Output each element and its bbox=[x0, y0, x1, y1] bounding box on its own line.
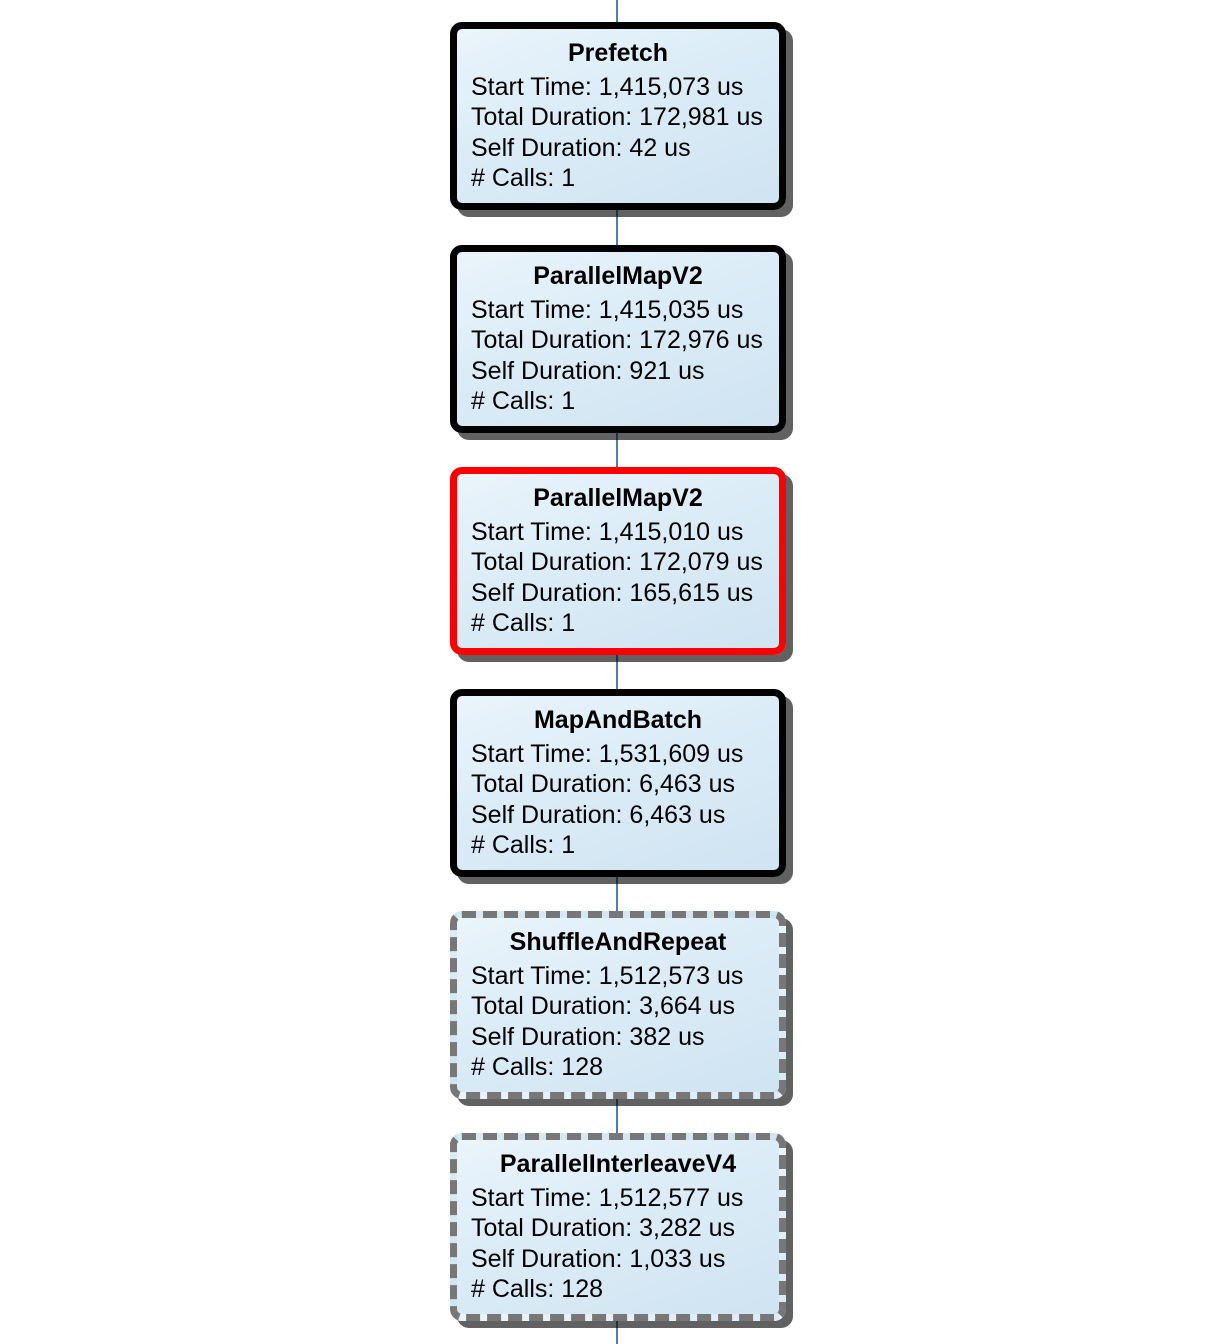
node-title: Prefetch bbox=[567, 39, 669, 67]
node-stat-line: Self Duration: 6,463 us bbox=[471, 800, 726, 829]
node-mapandbatch[interactable] bbox=[450, 689, 786, 877]
node-stat-line: Start Time: 1,512,577 us bbox=[471, 1183, 744, 1212]
node-title: ParallelMapV2 bbox=[533, 262, 703, 290]
node-stat-line: # Calls: 1 bbox=[471, 831, 576, 859]
node-stat-line: Start Time: 1,415,073 us bbox=[471, 72, 744, 101]
node-stat-line: Total Duration: 3,282 us bbox=[471, 1214, 736, 1242]
node-parallelmapv2-selected[interactable] bbox=[450, 467, 786, 655]
node-stat-line: Self Duration: 921 us bbox=[471, 356, 705, 385]
node-title: MapAndBatch bbox=[533, 706, 703, 734]
node-stat-line: Self Duration: 1,033 us bbox=[471, 1244, 726, 1273]
node-parallelinterleavev4[interactable] bbox=[450, 1133, 786, 1321]
node-stat-line: Total Duration: 172,079 us bbox=[471, 548, 763, 576]
node-stat-line: Self Duration: 382 us bbox=[471, 1022, 705, 1051]
node-prefetch[interactable] bbox=[450, 22, 786, 210]
node-stat-line: # Calls: 128 bbox=[471, 1053, 604, 1081]
node-shuffleandrepeat[interactable] bbox=[450, 911, 786, 1099]
node-stat-line: Self Duration: 42 us bbox=[471, 133, 691, 162]
node-stat-line: # Calls: 128 bbox=[471, 1275, 604, 1303]
node-stat-line: Start Time: 1,531,609 us bbox=[471, 739, 744, 768]
node-stat-line: Total Duration: 172,976 us bbox=[471, 326, 763, 354]
node-title: ShuffleAndRepeat bbox=[509, 928, 727, 956]
node-stat-line: Total Duration: 172,981 us bbox=[471, 103, 763, 131]
node-stat-line: Total Duration: 6,463 us bbox=[471, 770, 736, 798]
node-stat-line: # Calls: 1 bbox=[471, 164, 576, 192]
node-title: ParallelMapV2 bbox=[533, 484, 703, 512]
node-title: ParallelInterleaveV4 bbox=[499, 1150, 737, 1178]
node-stat-line: Total Duration: 3,664 us bbox=[471, 992, 736, 1020]
node-stat-line: # Calls: 1 bbox=[471, 609, 576, 637]
node-stat-line: Start Time: 1,415,010 us bbox=[471, 517, 744, 546]
node-stat-line: Start Time: 1,415,035 us bbox=[471, 295, 744, 324]
node-stat-line: # Calls: 1 bbox=[471, 387, 576, 415]
node-stat-line: Self Duration: 165,615 us bbox=[471, 578, 754, 607]
node-stat-line: Start Time: 1,512,573 us bbox=[471, 961, 744, 990]
node-parallelmapv2-top[interactable] bbox=[450, 245, 786, 433]
